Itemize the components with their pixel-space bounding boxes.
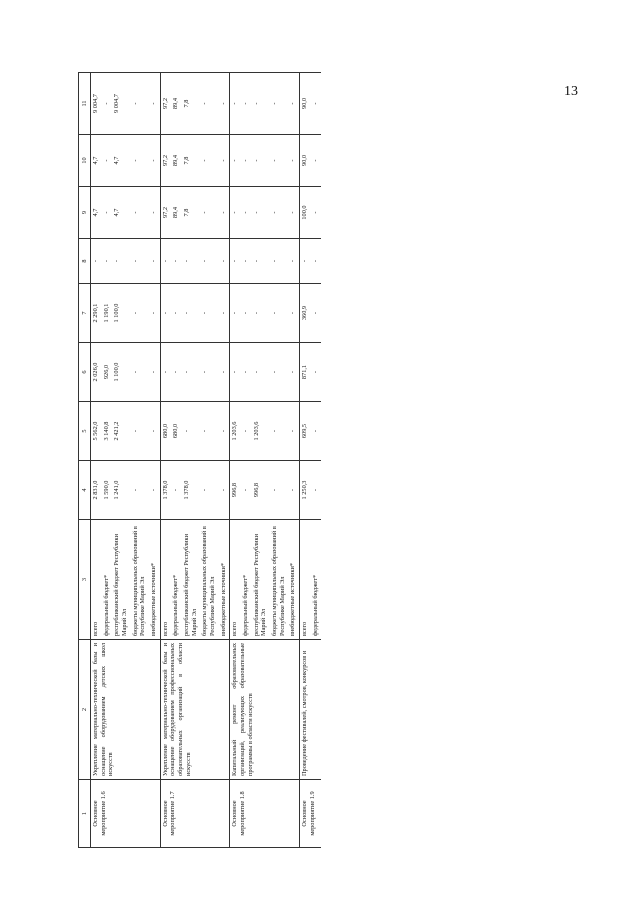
amount-cell: - [149,135,160,187]
amount-cell: - [230,73,241,135]
amount-cell: - [270,135,288,187]
amount-cell: - [131,343,149,402]
amount-cell: - [311,461,322,520]
amount-cell: - [219,73,230,135]
amount-cell: - [182,239,200,284]
funding-source: федеральный бюджет* [311,520,322,640]
amount-cell: 360,9 [300,284,311,343]
amount-cell: 89,4 [171,187,182,239]
amount-cell: - [91,239,102,284]
column-header-5: 5 [79,402,91,461]
amount-cell: 4,7 [91,135,102,187]
amount-cell: - [241,239,252,284]
amount-cell: 1 100,0 [112,284,130,343]
amount-cell: - [149,187,160,239]
amount-cell: 1 190,1 [102,284,113,343]
amount-cell: - [219,187,230,239]
activity-code: Основное мероприятие 1.7 [160,780,230,848]
amount-cell: 2 290,1 [91,284,102,343]
column-header-9: 9 [79,187,91,239]
amount-cell: - [230,239,241,284]
amount-cell: - [270,402,288,461]
amount-cell: - [219,284,230,343]
amount-cell: 2 421,2 [112,402,130,461]
amount-cell: - [252,73,270,135]
amount-cell: - [131,135,149,187]
amount-cell: - [241,187,252,239]
column-header-11: 11 [79,73,91,135]
amount-cell: - [288,187,299,239]
amount-cell: - [270,187,288,239]
amount-cell: 4,7 [112,135,130,187]
amount-cell: 7,8 [182,187,200,239]
amount-cell: - [200,461,218,520]
amount-cell: - [270,73,288,135]
funding-source: внебюджетные источники* [149,520,160,640]
funding-source: внебюджетные источники* [288,520,299,640]
amount-cell: - [182,402,200,461]
amount-cell: - [252,239,270,284]
amount-cell: 609,5 [300,402,311,461]
amount-cell: 4,7 [91,187,102,239]
amount-cell: - [131,402,149,461]
amount-cell: 97,2 [160,73,171,135]
amount-cell: - [200,239,218,284]
column-header-1: 1 [79,780,91,848]
column-header-8: 8 [79,239,91,284]
amount-cell: - [241,135,252,187]
amount-cell: 1 203,6 [252,402,270,461]
amount-cell: - [171,461,182,520]
table-header [79,73,91,848]
activity-code: Основное мероприятие 1.6 [91,780,161,848]
funding-source: всего [160,520,171,640]
amount-cell: - [241,461,252,520]
amount-cell: - [149,402,160,461]
amount-cell: - [241,343,252,402]
amount-cell: - [149,73,160,135]
table-row [91,73,102,848]
amount-cell: - [270,239,288,284]
amount-cell: 5 562,0 [91,402,102,461]
amount-cell: 996,8 [230,461,241,520]
amount-cell: 926,0 [102,343,113,402]
amount-cell: - [149,284,160,343]
amount-cell: - [200,284,218,343]
activity-code: Основное мероприятие 1.8 [230,780,300,848]
amount-cell: - [131,187,149,239]
amount-cell: - [160,284,171,343]
funding-source: республиканский бюджет Республики Марий Эл [252,520,270,640]
funding-source: бюджеты муниципальных образований в Республике Марий Эл [131,520,149,640]
column-header-10: 10 [79,135,91,187]
amount-cell: - [182,343,200,402]
amount-cell: - [131,239,149,284]
amount-cell: - [252,343,270,402]
amount-cell: - [311,73,322,135]
amount-cell: - [252,187,270,239]
amount-cell: - [149,343,160,402]
amount-cell: - [300,239,311,284]
amount-cell: - [200,73,218,135]
activity-code: Основное мероприятие 1.9 [300,780,322,848]
funding-source: бюджеты муниципальных образований в Республике Марий Эл [270,520,288,640]
amount-cell: 1 590,0 [102,461,113,520]
amount-cell: 1 378,0 [160,461,171,520]
table-row [300,73,311,848]
amount-cell: - [102,73,113,135]
funding-source: всего [300,520,311,640]
activity-description: Укрепление материально-технической базы и оснащение оборудованием профессиональных образовательных организаций в области искусств [160,640,230,780]
amount-cell: 1 250,3 [300,461,311,520]
column-header-4: 4 [79,461,91,520]
amount-cell: - [241,73,252,135]
amount-cell: 90,0 [300,73,311,135]
amount-cell: - [288,402,299,461]
amount-cell: - [288,73,299,135]
amount-cell: - [131,461,149,520]
funding-source: федеральный бюджет* [171,520,182,640]
amount-cell: - [230,284,241,343]
funding-source: всего [91,520,102,640]
amount-cell: - [288,343,299,402]
amount-cell: - [219,343,230,402]
column-header-7: 7 [79,284,91,343]
amount-cell: - [270,461,288,520]
amount-cell: - [171,239,182,284]
funding-source: бюджеты муниципальных образований в Республике Марий Эл [200,520,218,640]
amount-cell: - [230,187,241,239]
amount-cell: - [200,402,218,461]
amount-cell: - [230,343,241,402]
amount-cell: - [200,187,218,239]
amount-cell: 9 004,7 [91,73,102,135]
amount-cell: - [182,284,200,343]
amount-cell: - [200,135,218,187]
amount-cell: - [112,239,130,284]
amount-cell: - [200,343,218,402]
amount-cell: 1 100,0 [112,343,130,402]
amount-cell: - [241,284,252,343]
funding-source: внебюджетные источники* [219,520,230,640]
amount-cell: - [219,461,230,520]
amount-cell: - [131,284,149,343]
amount-cell: 100,0 [300,187,311,239]
amount-cell: - [311,284,322,343]
funding-source: республиканский бюджет Республики Марий Эл [112,520,130,640]
funding-source: республиканский бюджет Республики Марий Эл [182,520,200,640]
funding-source: всего [230,520,241,640]
amount-cell: 871,1 [300,343,311,402]
amount-cell: - [149,461,160,520]
amount-cell: - [311,343,322,402]
amount-cell: - [288,239,299,284]
amount-cell: - [219,135,230,187]
activity-description: Капитальный ремонт образовательных организаций, реализующих образовательные программы в области искусств [230,640,300,780]
amount-cell: - [160,343,171,402]
column-header-2: 2 [79,640,91,780]
funding-source: федеральный бюджет* [241,520,252,640]
amount-cell: - [288,461,299,520]
amount-cell: - [230,135,241,187]
amount-cell: - [270,284,288,343]
activity-description: Проведение фестивалей, смотров, конкурсов и [300,640,322,780]
rotated-table-area [78,73,608,848]
amount-cell: 7,8 [182,73,200,135]
amount-cell: 7,8 [182,135,200,187]
amount-cell: 1 203,6 [230,402,241,461]
amount-cell: 2 831,0 [91,461,102,520]
amount-cell: 4,7 [112,187,130,239]
budget-table [78,72,321,848]
amount-cell: 996,8 [252,461,270,520]
amount-cell: 1 378,0 [182,461,200,520]
amount-cell: - [131,73,149,135]
amount-cell: 680,0 [171,402,182,461]
amount-cell: 680,0 [160,402,171,461]
amount-cell: - [311,187,322,239]
amount-cell: - [241,402,252,461]
amount-cell: - [252,284,270,343]
table-body [91,73,322,848]
amount-cell: 89,4 [171,135,182,187]
amount-cell: - [219,239,230,284]
amount-cell: - [171,343,182,402]
amount-cell: - [252,135,270,187]
amount-cell: - [102,135,113,187]
amount-cell: - [311,135,322,187]
amount-cell: 3 140,8 [102,402,113,461]
amount-cell: 89,4 [171,73,182,135]
table-row [230,73,241,848]
amount-cell: 1 241,0 [112,461,130,520]
column-header-6: 6 [79,343,91,402]
amount-cell: 9 004,7 [112,73,130,135]
funding-source: федеральный бюджет* [102,520,113,640]
amount-cell: - [102,187,113,239]
amount-cell: - [102,239,113,284]
amount-cell: - [160,239,171,284]
amount-cell: 90,0 [300,135,311,187]
amount-cell: 97,2 [160,135,171,187]
amount-cell: 97,2 [160,187,171,239]
table-row [160,73,171,848]
amount-cell: - [311,402,322,461]
amount-cell: - [270,343,288,402]
column-header-3: 3 [79,520,91,640]
amount-cell: - [288,284,299,343]
amount-cell: 2 026,0 [91,343,102,402]
amount-cell: - [149,239,160,284]
amount-cell: - [288,135,299,187]
amount-cell: - [219,402,230,461]
amount-cell: - [311,239,322,284]
activity-description: Укрепление материально-технической базы и оснащение оборудованием детских школ искусств [91,640,161,780]
page-number: 13 [564,84,578,99]
amount-cell: - [171,284,182,343]
